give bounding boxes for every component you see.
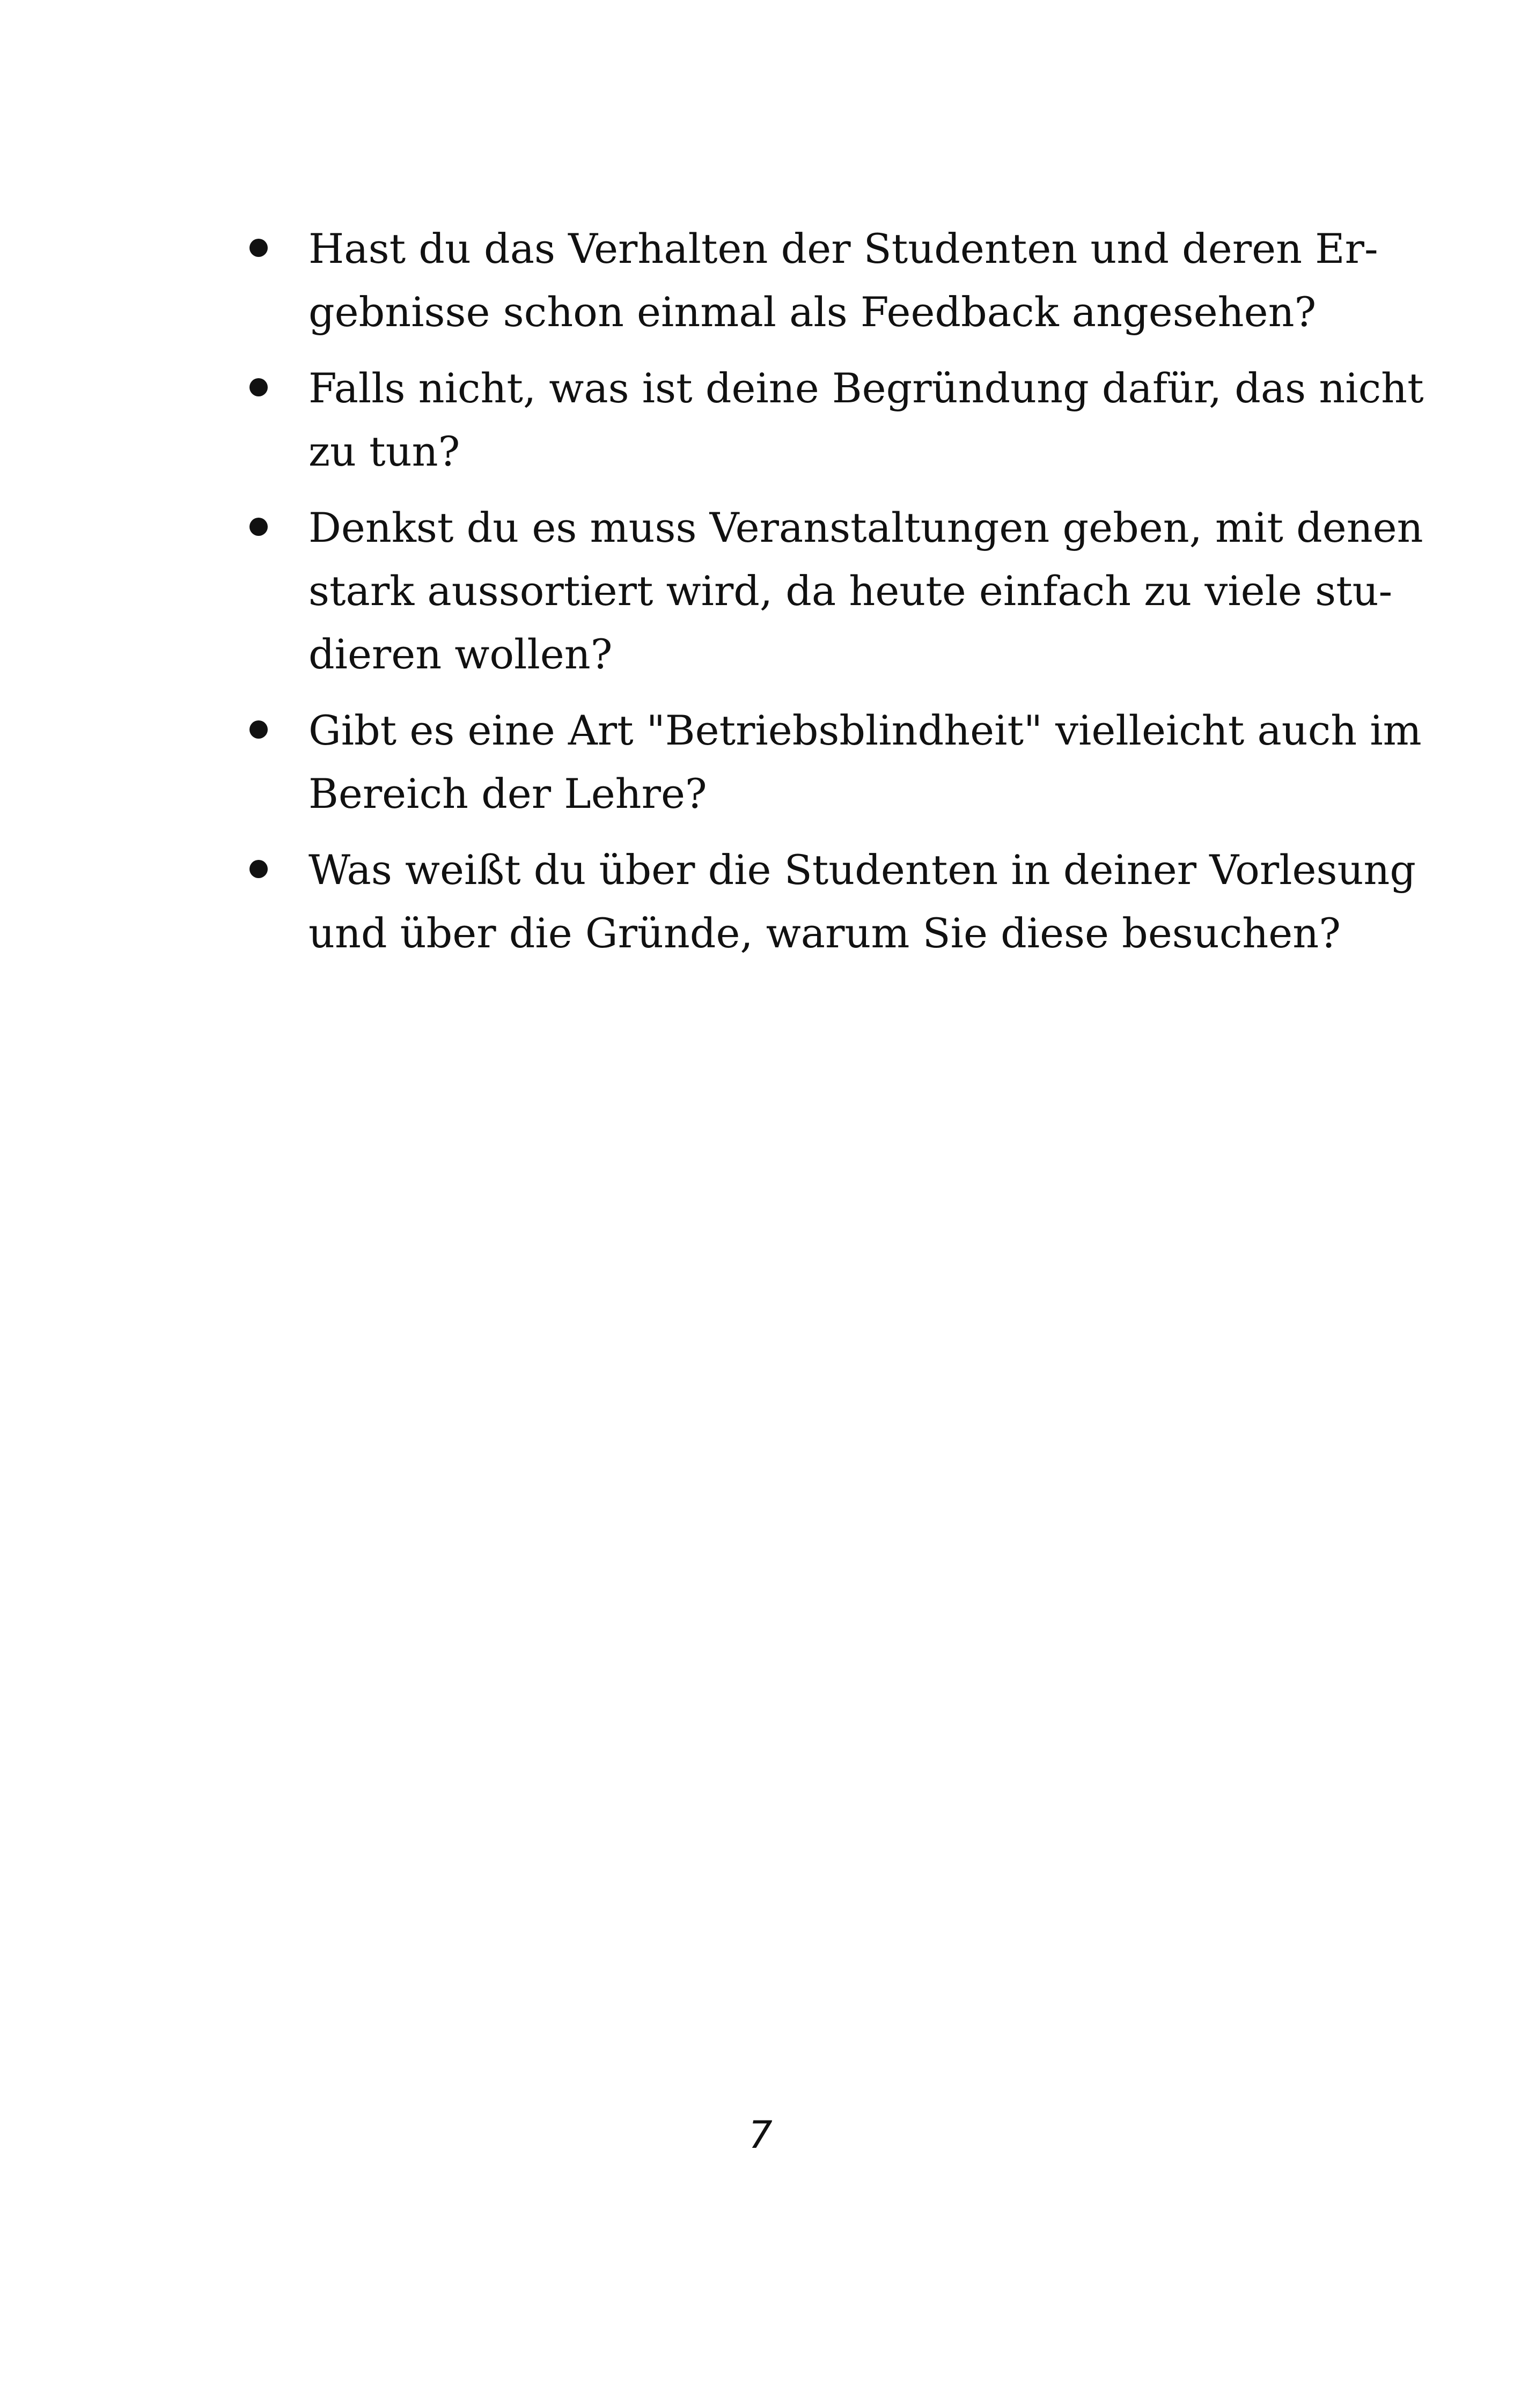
list-item-line: dieren wollen?: [308, 630, 613, 678]
list-item-line: Bereich der Lehre?: [308, 770, 707, 818]
page-number: 7: [748, 2113, 773, 2157]
list-item: [0, 699, 1521, 826]
list-item: [0, 357, 1521, 483]
list-item: [0, 217, 1521, 344]
list-item-line: Was weißt du über die Studenten in deiner Vorlesung: [308, 846, 1416, 894]
list-item-line: gebnisse schon einmal als Feedback angesehen?: [308, 288, 1317, 336]
bullet-icon: [249, 720, 268, 739]
list-item: [0, 496, 1521, 686]
list-item-line: Hast du das Verhalten der Studenten und deren Er-: [308, 225, 1378, 273]
bullet-icon: [249, 860, 268, 878]
list-item-line: und über die Gründe, warum Sie diese besuchen?: [308, 909, 1341, 957]
question-list: [0, 217, 1521, 978]
bullet-icon: [249, 378, 268, 396]
list-item-line: Falls nicht, was ist deine Begründung dafür, das nicht: [308, 364, 1424, 412]
bullet-icon: [249, 518, 268, 536]
list-item-line: stark aussortiert wird, da heute einfach zu viele stu-: [308, 567, 1393, 615]
list-item-line: zu tun?: [308, 428, 460, 475]
list-item-line: Gibt es eine Art "Betriebsblindheit" vielleicht auch im: [308, 706, 1422, 754]
bullet-icon: [249, 239, 268, 257]
list-item: [0, 838, 1521, 965]
list-item-line: Denkst du es muss Veranstaltungen geben, mit denen: [308, 504, 1423, 551]
